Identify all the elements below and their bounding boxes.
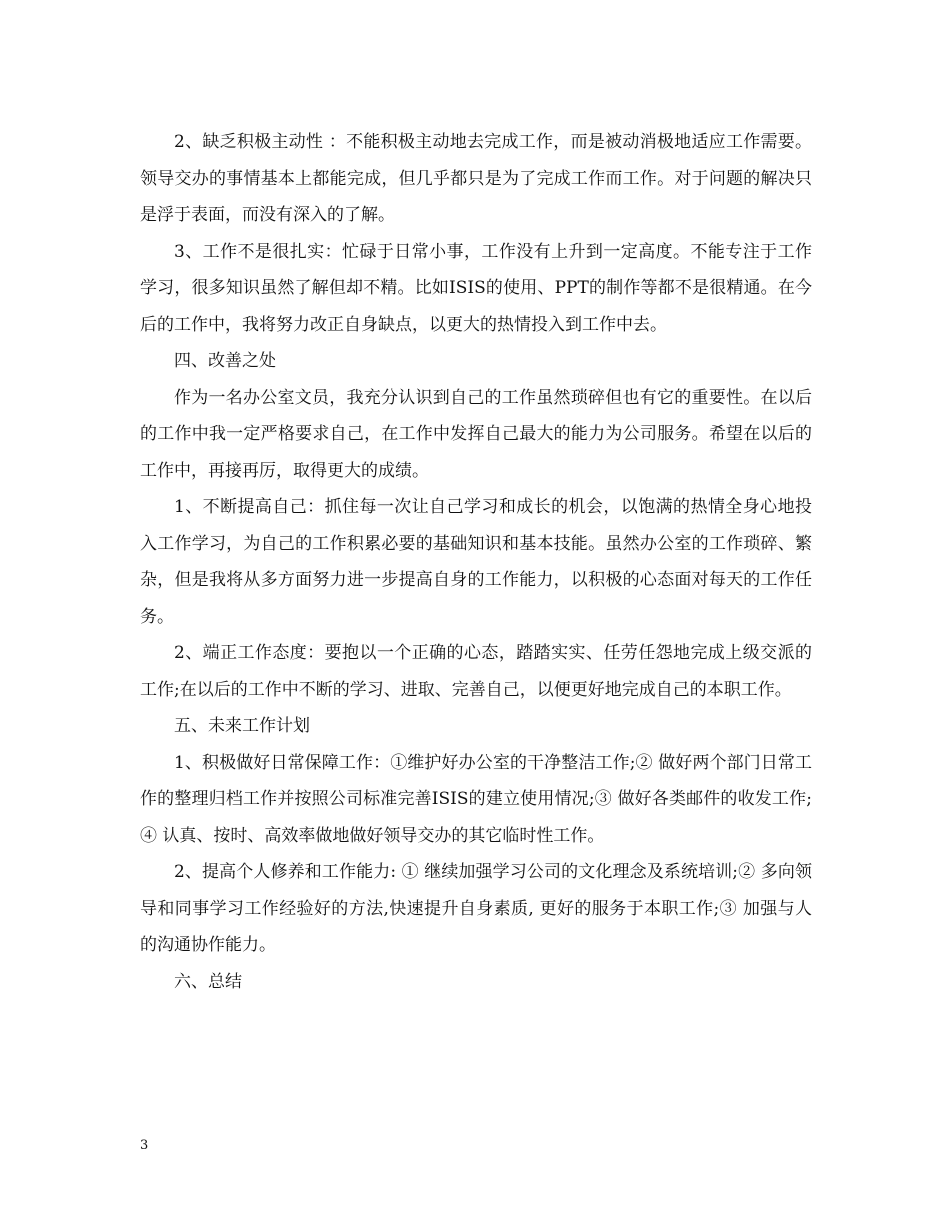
section-heading-improvements: 四、改善之处 [174,351,276,371]
page-number: 3 [140,1138,149,1153]
paragraph-work-attitude: 2、端正工作态度：要抱以一个正确的心态，踏踏实实、任劳任怨地完成上级交派的工作;在以后的工作中不断的学习、进取、完善自己，以便更好地完成自己的本职工作。 [140,643,812,700]
paragraph-lack-initiative: 2、缺乏积极主动性 ：不能积极主动地去完成工作，而是被动消极地适应工作需要。领导交办的事情基本上都能完成，但几乎都只是为了完成工作而工作。对于问题的解决只是浮于表面，而没有深入的了解。 [140,132,812,225]
paragraph-daily-support: 1、积极做好日常保障工作：①维护好办公室的干净整洁工作;② 做好两个部门日常工作的整理归档工作并按照公司标准完善ISIS的建立使用情况;③ 做好各类邮件的收发工作; ④ 认真、按时、高效率做地做好领导交办的其它临时性工作。 [140,752,812,846]
paragraph-work-not-solid: 3、工作不是很扎实：忙碌于日常小事，工作没有上升到一定高度。不能专注于工作学习，很多知识虽然了解但却不精。比如ISIS的使用、PPT的制作等都不是很精通。在今后的工作中，我将努力改正自身缺点，以更大的热情投入到工作中去。 [140,241,812,335]
paragraph-self-improvement: 1、不断提高自己：抓住每一次让自己学习和成长的机会，以饱满的热情全身心地投入工作学习，为自己的工作积累必要的基础知识和基本技能。虽然办公室的工作琐碎、繁杂，但是我将从多方面努力进一步提高自身的工作能力，以积极的心态面对每天的工作任务。 [140,497,812,627]
section-heading-summary: 六、总结 [174,971,242,992]
paragraph-personal-development: 2、提高个人修养和工作能力: ① 继续加强学习公司的文化理念及系统培训;② 多向领导和同事学习工作经验好的方法,快速提升自身素质, 更好的服务于本职工作;③ 加强与人的沟通协作能力。 [140,862,812,955]
document-body [140,124,812,1000]
paragraph-improvement-intro: 作为一名办公室文员，我充分认识到自己的工作虽然琐碎但也有它的重要性。在以后的工作中我一定严格要求自己，在工作中发挥自己最大的能力为公司服务。希望在以后的工作中，再接再厉，取得更大的成绩。 [140,387,812,481]
section-heading-future-plan: 五、未来工作计划 [174,716,310,736]
